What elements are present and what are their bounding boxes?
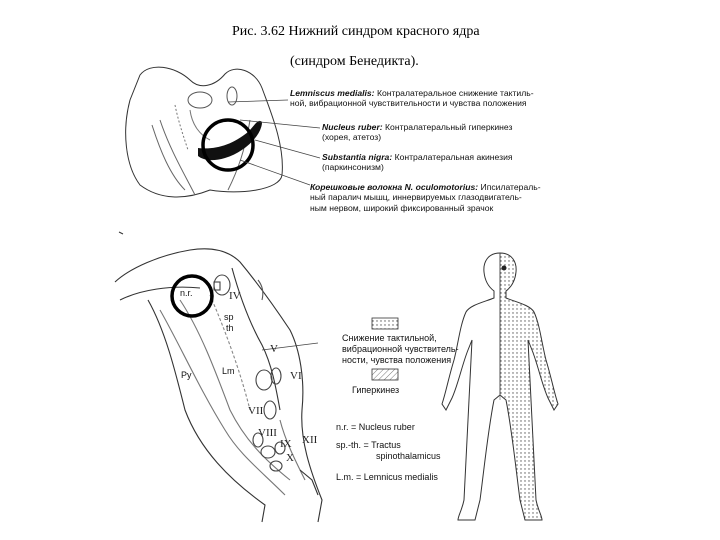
label-lemniscus-medialis: Lemniscus medialis: Контралатеральное снижение тактиль- ной, вибрационной чувствительности и чувства положения xyxy=(290,88,534,109)
structure-label-vi: VI xyxy=(290,370,302,382)
legend-text-sensory-loss: Снижение тактильной, вибрационной чувствитель- ности, чувства положения xyxy=(342,333,459,365)
structure-label-th: th xyxy=(226,323,234,333)
abbr-nr: n.r. = Nucleus ruber xyxy=(336,422,415,432)
structure-label-vii: VII xyxy=(248,405,264,417)
brainstem-sagittal-section xyxy=(115,249,322,522)
label-nucleus-ruber: Nucleus ruber: Контралатеральный гиперкинез (хорея, атетоз) xyxy=(322,122,513,143)
figure-caption-line1: Рис. 3.62 Нижний синдром красного ядра xyxy=(232,24,480,39)
abbr-lm: L.m. = Lemnicus medialis xyxy=(336,472,438,482)
structure-label-v: V xyxy=(270,343,278,355)
structure-label-py: Py xyxy=(181,370,192,380)
structure-label-lm: Lm xyxy=(222,366,235,376)
legend-swatch-dotted xyxy=(372,318,398,329)
structure-label-iv: IV xyxy=(229,290,241,302)
structure-label-nr: n.r. xyxy=(180,288,193,298)
legend-text-hyperkinesis: Гиперкинез xyxy=(352,385,400,395)
legend-swatch-hatched xyxy=(372,369,398,380)
label-substantia-nigra: Substantia nigra: Контралатеральная акинезия (паркинсонизм) xyxy=(322,152,513,173)
structure-label-x: X xyxy=(286,452,294,464)
human-body-figure xyxy=(442,253,558,520)
figure-caption-line2: (синдром Бенедикта). xyxy=(290,54,419,69)
label-oculomotor-fibers: Корешковые волокна N. oculomotorius: Ипсилатераль- ный паралич мышц, иннервируемых глазодвигатель- ным нервом, широкий фиксированный зрачок xyxy=(310,182,541,213)
structure-label-viii: VIII xyxy=(258,427,277,439)
structure-label-xii: XII xyxy=(302,434,318,446)
structure-label-sp: sp xyxy=(224,312,234,322)
abbr-sp-th: sp.-th. = Tractus spinothalamicus xyxy=(336,440,441,461)
structure-label-ix: IX xyxy=(280,438,292,450)
